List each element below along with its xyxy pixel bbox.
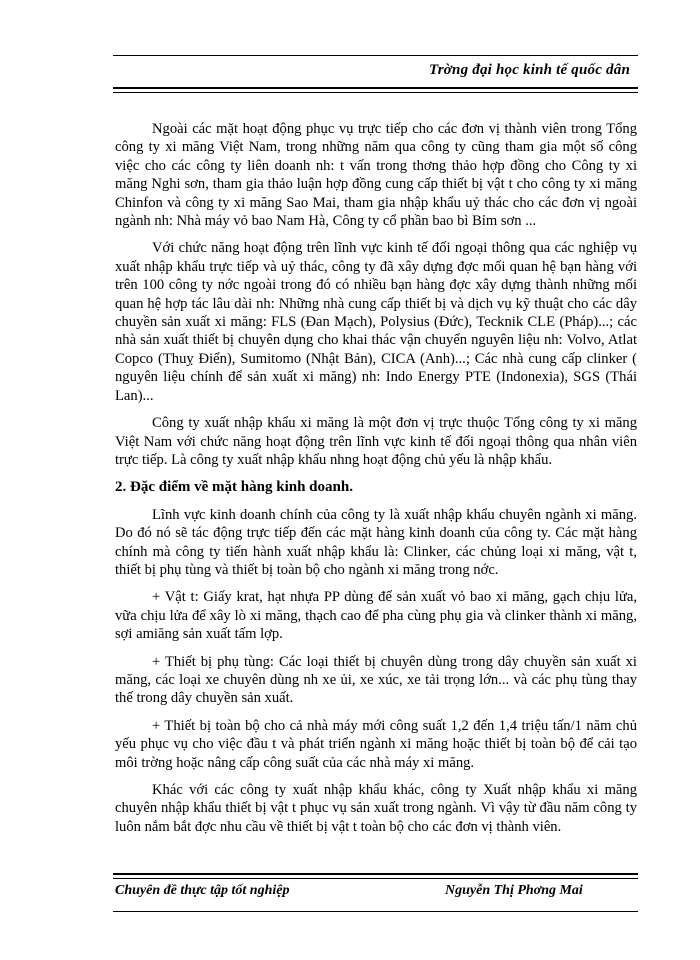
footer-rule-bottom [113, 911, 638, 912]
paragraph: + Vật t: Giấy krat, hạt nhựa PP dùng để sản xuất vỏ bao xi măng, gạch chịu lửa, vữa chịu lửa để xây lò xi măng, thạch cao để pha cùng phụ gia và clinker thành xi măng, sợi amiăng sản xuất tấm lợp. [115, 589, 637, 643]
header-rule-bottom-1 [113, 87, 638, 89]
footer-author: Nguyễn Thị Phơng Mai [445, 883, 583, 898]
header-rule-bottom-2 [113, 92, 638, 93]
paragraph: Công ty xuất nhập khẩu xi măng là một đơn vị trực thuộc Tổng công ty xi măng Việt Nam với chức năng hoạt động trên lĩnh vực kinh tế đối ngoại thông qua nhân viên trực tiếp. Là công ty xuất nhập khẩu nhng hoạt động chủ yếu là nhập khẩu. [115, 415, 637, 468]
paragraph: + Thiết bị toàn bộ cho cả nhà máy mới công suất 1,2 đến 1,4 triệu tấn/1 năm chủ yếu phục vụ cho việc đầu t và phát triển ngành xi măng hoặc thiết bị toàn bộ để cải tạo môi trờng hoặc nâng cấp công suất của các nhà máy xi măng. [115, 717, 637, 771]
header-title: Trờng đại học kinh tế quốc dân [428, 62, 630, 78]
paragraph: Khác với các công ty xuất nhập khẩu khác, công ty Xuất nhập khẩu xi măng chuyên nhập khẩu thiết bị vật t phục vụ sản xuất trong ngành. Vì vậy từ đầu năm công ty luôn nắm bắt đợc nhu cầu về thiết bị vật t toàn bộ cho các đơn vị thành viên. [115, 782, 637, 835]
page-body [115, 120, 637, 845]
section-heading: 2. Đặc điểm về mặt hàng kinh doanh. [115, 479, 353, 496]
footer-rule-top [113, 873, 638, 875]
paragraph: Ngoài các mặt hoạt động phục vụ trực tiếp cho các đơn vị thành viên trong Tổng công ty xi măng Việt Nam, trong những năm qua công ty cũng tham gia một số công việc cho các công ty liên doanh nh: t vấn trong thơng thảo hợp đồng cho Công ty xi măng Nghi sơn, tham gia thảo luận hợp đồng cung cấp thiết bị vật t cho công ty xi măng Chinfon và công ty xi măng Sao Mai, tham gia nhập khẩu uỷ thác cho các đơn vị ngoài ngành nh: Nhà máy vỏ bao Nam Hà, Công ty cổ phần bao bì Bỉm sơn ... [115, 121, 637, 230]
paragraph: Lĩnh vực kinh doanh chính của công ty là xuất nhập khẩu chuyên ngành xi măng. Do đó nó sẽ tác động trực tiếp đến các mặt hàng kinh doanh của công ty. Các mặt hàng chính mà công ty tiến hành xuất nhập khẩu là: Clinker, các chủng loại xi măng, vật t, thiết bị phụ tùng và thiết bị toàn bộ cho ngành xi măng trong nớc. [115, 506, 637, 578]
footer-rule-top-2 [113, 878, 638, 879]
paragraph: + Thiết bị phụ tùng: Các loại thiết bị chuyên dùng trong dây chuyền sản xuất xi măng, các loại xe chuyên dùng nh xe ủi, xe xúc, xe tải trọng lớn... và các phụ tùng thay thế trong dây chuyền sản xuất. [115, 653, 637, 707]
paragraph: Với chức năng hoạt động trên lĩnh vực kinh tế đối ngoại thông qua các nghiệp vụ xuất nhập khẩu trực tiếp và uỷ thác, công ty đã xây dựng đợc mối quan hệ bạn hàng với trên 100 công ty nớc ngoài trong đó có nhiều bạn hàng đợc xây dựng thành những mối quan hệ hợp tác lâu dài nh: Những nhà cung cấp thiết bị và dịch vụ kỹ thuật cho các dây chuyền sản xuất xi măng: FLS (Đan Mạch), Polysius (Đức), Tecknik CLE (Pháp)...; các nhà sản xuất thiết bị chuyên dụng cho khai thác vận chuyển nguyên liệu nh: Volvo, Atlat Copco (Thuỵ Điển), Sumitomo (Nhật Bản), CICA (Anh)...; Các nhà cung cấp clinker ( nguyên liệu chính để sản xuất xi măng) nh: Indo Energy PTE (Indonexia), SGS (Thái Lan)... [115, 240, 637, 404]
footer-left-text: Chuyên đề thực tập tốt nghiệp [115, 883, 290, 898]
header-rule-top [113, 55, 638, 56]
